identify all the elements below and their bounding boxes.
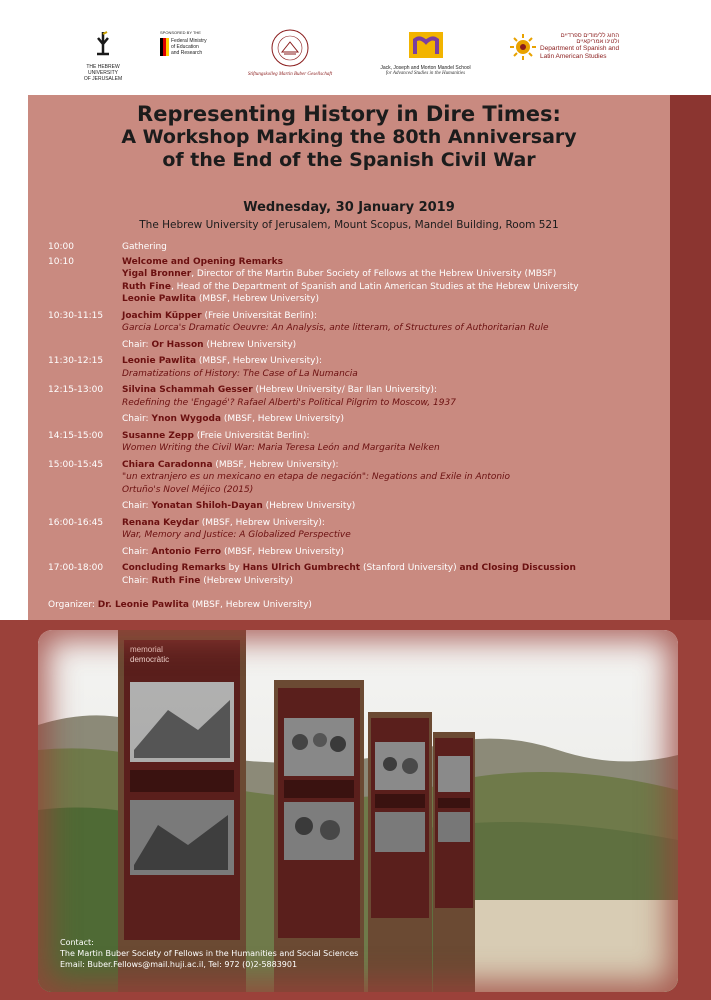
talk-title: Women Writing the Civil War: Maria Teresa León and Margarita Nelken [122,443,440,453]
buber-society-logo [245,28,335,78]
page-title [28,102,670,172]
chair-name: Antonio Ferro [151,546,222,557]
session-time: 10:10 [48,256,74,267]
speaker-name: Leonie Pawlita [122,356,197,366]
speaker-name: Leonie Pawlita [122,294,197,304]
buber-seal-icon [270,28,310,68]
organizer [48,600,312,610]
event-date: Wednesday, 30 January 2019 [243,200,455,215]
schedule-row [48,310,648,352]
speaker-affiliation: , Director of the Martin Buber Society of Fellows at the Hebrew University (MBSF) [191,269,557,279]
mandel-line1: Jack, Joseph and Morton Mandel School [380,65,471,71]
chair-label: Chair: [122,414,152,424]
session-time: 10:30-11:15 [48,310,104,321]
speaker-name: Hans Ulrich Gumbrecht [242,563,361,573]
schedule-row [48,517,648,559]
speaker-affiliation: (Stanford University) [360,563,460,573]
bmbf-line4: and Research [171,50,203,56]
speaker-affiliation: (MBSF, Hebrew University): [196,356,323,366]
schedule-row [48,355,648,380]
chair-label: Chair: [122,501,152,511]
speaker-name: Yigal Bronner [122,269,192,279]
title-line1: Representing History in Dire Times: [137,102,561,126]
session-label: Concluding Remarks [122,563,226,573]
chair-label: Chair: [122,339,152,350]
buber-caption: Stiftungskolleg Martin Buber Gesellschaft [247,72,333,77]
spanish-line1: Department of Spanish and [540,45,620,52]
organizer-name: Dr. Leonie Pawlita [97,600,189,610]
speaker-affiliation: (MBSF, Hebrew University) [196,294,320,304]
logo-bar [0,0,711,95]
talk-title: Garcia Lorca's Dramatic Oeuvre: An Analysis, ante litteram, of Structures of Authoritarian Rule [122,323,549,333]
talk-title-line2: Ortuño's Novel Méjico (2015) [122,484,254,495]
huji-logo [78,30,128,82]
schedule-row [48,384,648,426]
sun-icon [510,34,536,60]
session-text: Gathering [122,242,167,252]
bmbf-line2: Federal Ministry [171,38,207,44]
speaker-affiliation: (MBSF, Hebrew University): [212,459,339,470]
panel-heading-2: democràtic [130,655,170,664]
contact-email[interactable]: Email: Buber.Fellows@mail.huji.ac.il, Tel: 972 (0)2-5883901 [60,960,298,969]
session-time: 15:00-15:45 [48,459,104,470]
contact-block [60,937,358,970]
session-time: 12:15-13:00 [48,385,104,395]
session-time: 14:15-15:00 [48,430,104,441]
panel-heading-1: memorial [130,645,163,654]
chair-name: Yonatan Shiloh-Dayan [151,501,263,511]
huji-line2: UNIVERSITY [87,70,118,76]
speaker-affiliation: (Freie Universität Berlin): [193,430,310,441]
schedule-row [48,256,648,306]
schedule-row [48,459,648,513]
session-time: 17:00-18:00 [48,563,104,573]
german-flag-icon [160,38,169,56]
event-venue: The Hebrew University of Jerusalem, Mount Scopus, Mandel Building, Room 521 [139,219,559,231]
speaker-name: Ruth Fine [122,281,171,292]
speaker-name: Chiara Caradonna [122,459,213,470]
chair-label: Chair: [122,575,152,586]
chair-affiliation: (MBSF, Hebrew University) [221,546,345,557]
contact-label: Contact: [60,938,94,947]
chair-label: Chair: [122,546,152,557]
schedule-row [48,430,648,455]
schedule-row [48,562,648,587]
talk-title-line1: "un extranjero es un mexicano en etapa de negación": Negations and Exile in Antonio [122,472,511,482]
chair-affiliation: (Hebrew University) [262,501,356,511]
organizer-affiliation: (MBSF, Hebrew University) [188,600,312,610]
huji-line3: OF JERUSALEM [83,76,123,82]
spanish-line2: Latin American Studies [540,53,607,60]
menorah-icon [93,30,113,60]
contact-org: The Martin Buber Society of Fellows in the Humanities and Social Sciences [60,949,359,958]
title-line2: A Workshop Marking the 80th Anniversary [121,126,577,148]
bmbf-logo [160,30,210,56]
speaker-name: Silvina Schammah Gesser [122,385,253,395]
chair-name: Ynon Wygoda [151,414,222,424]
spanish-dept-logo [510,33,640,61]
huji-line1: THE HEBREW [86,64,120,70]
chair-name: Ruth Fine [151,575,201,586]
spanish-hebrew1: החוג ללימודים ספרדיים [560,33,620,39]
session-time: 10:00 [48,242,74,252]
program-schedule [48,241,648,591]
mandel-m-icon [409,32,443,58]
speaker-affiliation: , Head of the Department of Spanish and Latin American Studies at the Hebrew University [170,281,579,292]
session-time: 16:00-16:45 [48,517,104,528]
speaker-name: Renana Keydar [122,517,199,528]
schedule-row [48,241,648,254]
spanish-hebrew2: ולטינו אמריקאיים [576,39,620,45]
session-time: 11:30-12:15 [48,356,104,366]
chair-name: Or Hasson [151,339,204,350]
title-line3: of the End of the Spanish Civil War [162,149,536,171]
session-label: Welcome and Opening Remarks [122,256,283,267]
bmbf-line3: of Education [171,44,199,50]
chair-affiliation: (MBSF, Hebrew University) [221,414,345,424]
chair-affiliation: (Hebrew University) [200,575,293,586]
speaker-name: Susanne Zepp [122,430,194,441]
mandel-school-logo [378,32,473,77]
speaker-affiliation: (MBSF, Hebrew University): [198,517,325,528]
talk-title: War, Memory and Justice: A Globalized Perspective [122,530,351,540]
mandel-line2: for Advanced Studies in the Humanities [385,71,466,76]
bmbf-line1: SPONSORED BY THE [160,30,201,35]
talk-title: Redefining the 'Engagé'? Rafael Alberti's Political Pilgrim to Moscow, 1937 [122,397,456,408]
connector-text: by [225,563,243,573]
chair-affiliation: (Hebrew University) [203,339,297,350]
organizer-label: Organizer: [48,600,98,610]
speaker-name: Joachim Küpper [122,310,202,321]
session-label-2: and Closing Discussion [459,563,576,573]
speaker-affiliation: (Freie Universität Berlin): [201,310,318,321]
talk-title: Dramatizations of History: The Case of La Numancia [122,368,358,379]
speaker-affiliation: (Hebrew University/ Bar Ilan University): [252,385,438,395]
